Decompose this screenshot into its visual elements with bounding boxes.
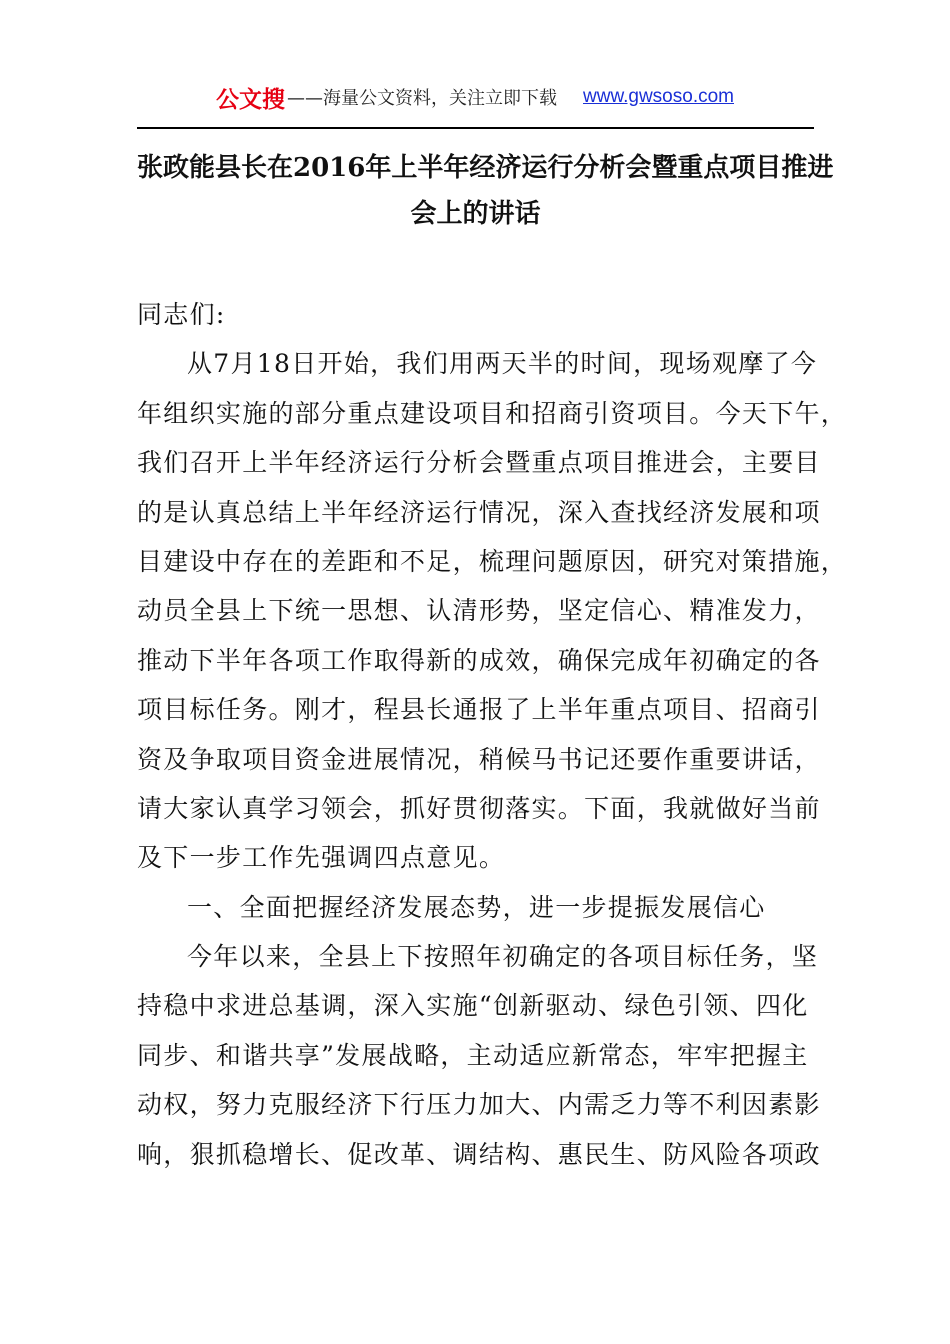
header-slogan: ——海量公文资料，关注立即下载 — [287, 88, 557, 109]
title-line-1: 张政能县长在2016年上半年经济运行分析会暨重点项目推进 — [137, 153, 834, 183]
body-line: 我们召开上半年经济运行分析会暨重点项目推进会，主要目 — [137, 448, 821, 478]
body-line: 目建设中存在的差距和不足，梳理问题原因，研究对策措施， — [137, 546, 848, 576]
body-line: 持稳中求进总基调，深入实施“创新驱动、绿色引领、四化 — [137, 991, 809, 1021]
body-line: 请大家认真学习领会，抓好贯彻落实。下面，我就做好当前 — [137, 793, 821, 823]
body-line: 项目标任务。刚才，程县长通报了上半年重点项目、招商引 — [137, 695, 821, 725]
document-body — [137, 290, 848, 1179]
body-line: 动员全县上下统一思想、认清形势，坚定信心、精准发力， — [137, 596, 821, 626]
section-heading-1: 一、全面把握经济发展态势，进一步提振发展信心 — [187, 892, 766, 922]
body-line: 推动下半年各项工作取得新的成效，确保完成年初确定的各 — [137, 645, 821, 675]
body-line: 及下一步工作先强调四点意见。 — [137, 843, 506, 873]
header-divider — [137, 127, 814, 129]
body-line: 今年以来，全县上下按照年初确定的各项目标任务，坚 — [187, 942, 819, 972]
body-line: 从7月18日开始，我们用两天半的时间，现场观摩了今 — [187, 349, 818, 379]
document-title — [137, 145, 834, 237]
body-line: 动权，努力克服经济下行压力加大、内需乏力等不利因素影 — [137, 1090, 821, 1120]
page-header — [137, 80, 813, 114]
body-line: 的是认真总结上半年经济运行情况，深入查找经济发展和项 — [137, 497, 821, 527]
body-line: 年组织实施的部分重点建设项目和招商引资项目。今天下午， — [137, 398, 848, 428]
body-line: 资及争取项目资金进展情况，稍候马书记还要作重要讲话， — [137, 744, 821, 774]
website-link[interactable]: www.gwsoso.com — [583, 86, 734, 107]
salutation: 同志们: — [137, 300, 226, 329]
title-line-2: 会上的讲话 — [410, 199, 541, 229]
body-line: 同步、和谐共享”发展战略，主动适应新常态，牢牢把握主 — [137, 1040, 809, 1070]
brand-logo-text: 公文搜 — [216, 86, 285, 113]
body-line: 响，狠抓稳增长、促改革、调结构、惠民生、防风险各项政 — [137, 1139, 821, 1169]
